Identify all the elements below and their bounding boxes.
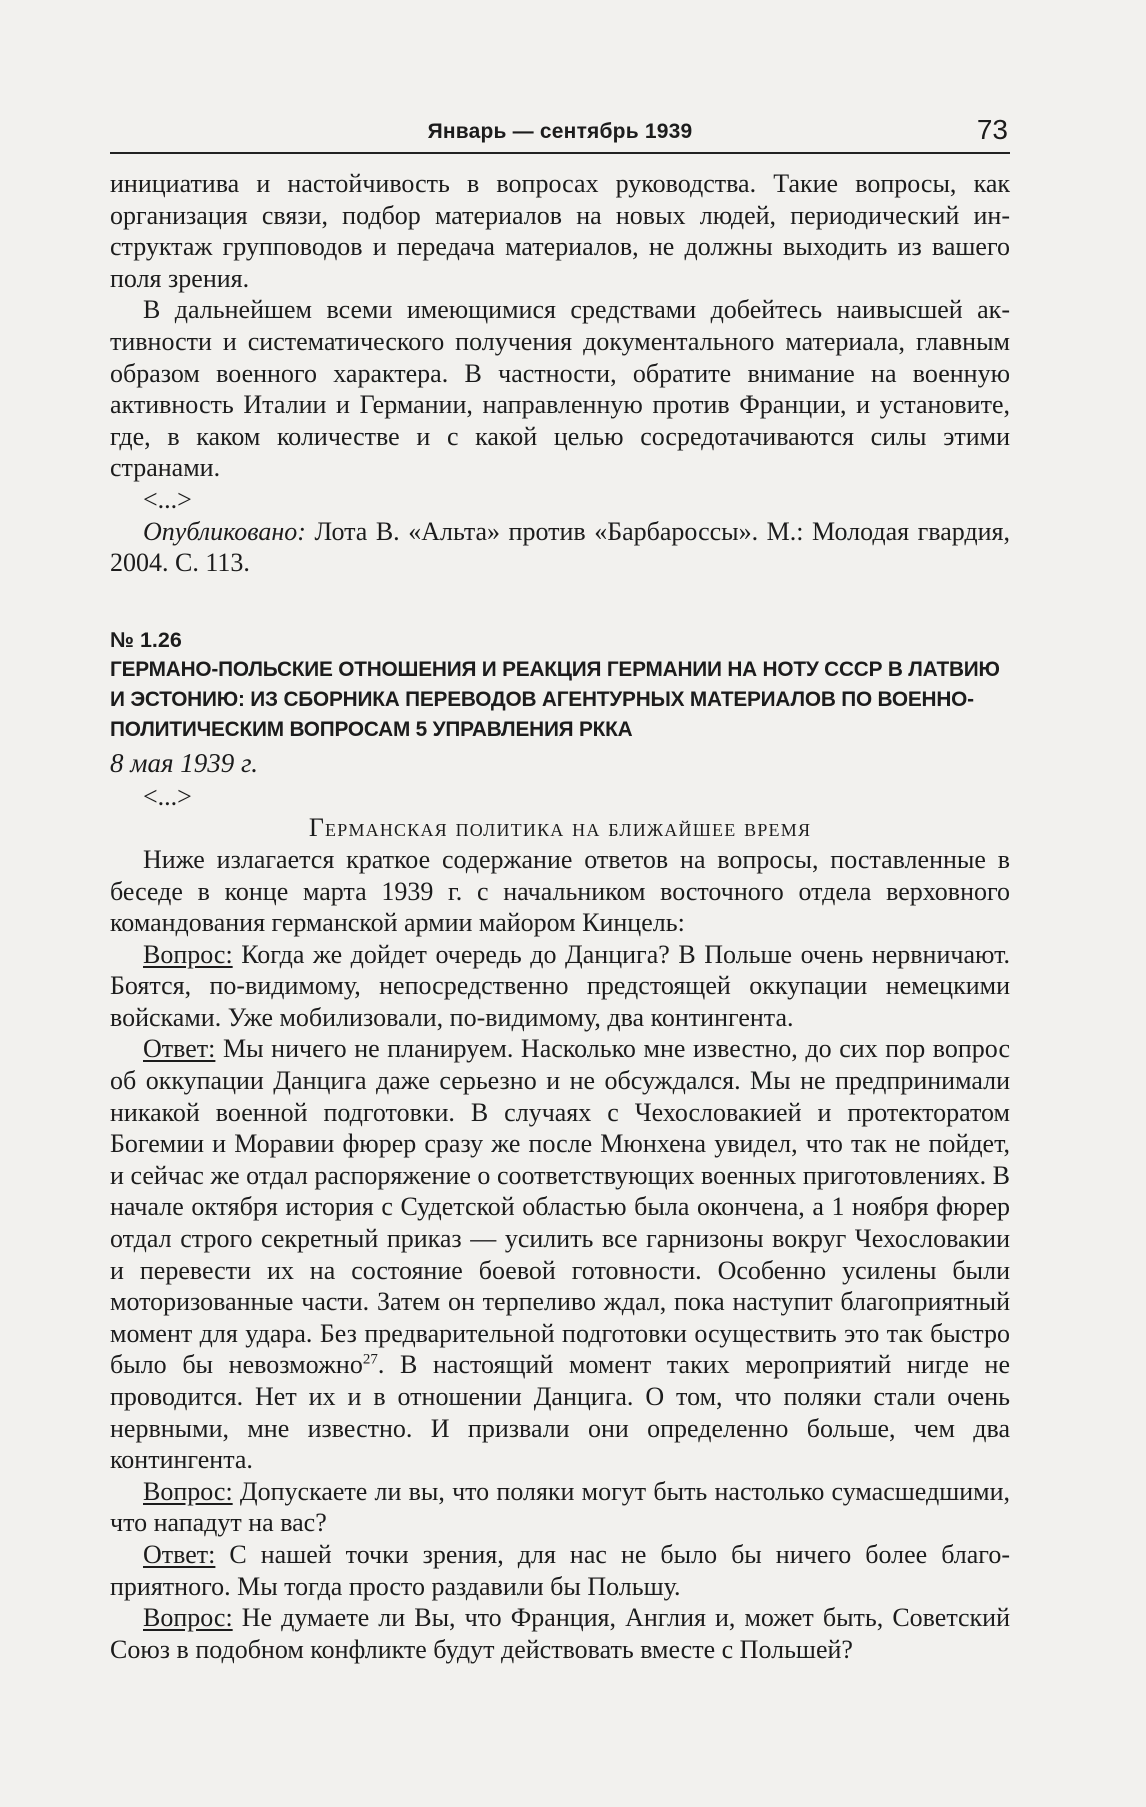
question-label: Вопрос: xyxy=(143,1476,233,1506)
answer-label: Ответ: xyxy=(143,1034,216,1064)
page-number: 73 xyxy=(976,114,1008,145)
publication-source xyxy=(110,516,1010,579)
question-text: Допускаете ли вы, что поляки могут быть настолько сумасшедшими, что нападут на вас? xyxy=(110,1476,1010,1538)
document-title: ГЕРМАНО-ПОЛЬСКИЕ ОТНОШЕНИЯ И РЕАКЦИЯ ГЕРМАНИИ НА НОТУ СССР В ЛАТВИЮ И ЭСТОНИЮ: ИЗ СБОРНИКА ПЕРЕВОДОВ АГЕНТУРНЫХ МАТЕРИАЛОВ ПО ВОЕННО-ПОЛИТИЧЕСКИМ ВОПРОСАМ 5 УПРАВЛЕНИЯ РККА xyxy=(110,657,1000,741)
answer-text-continued: . В настоящий момент таких мероприятий нигде не проводится. Нет их и в отношении Данцига. О том, что поляки стали очень нервными, мне известно. И призвали они определенно больше, чем два контингента. xyxy=(110,1350,1010,1475)
answer-text: Мы ничего не планируем. Насколько мне известно, до сих пор вопрос об оккупации Данцига даже серьезно и не обсуждался. Мы не предпринимали никакой военной подготовки. В случаях с Чехословакией и протекторатом Богемии и Моравии фюрер сразу же после Мюнхена увидел, что так не пойдет, и сейчас же отдал распоряжение о соответствующих военных приготовлениях. В начале октября история с Судетской областью была окончена, а 1 ноября фюрер отдал строго секретный приказ — усилить все гарнизоны вокруг Чехословакии и перевести их на состояние боевой готовности. Особенно усилены были моторизованные части. Затем он терпеливо ждал, пока наступит благоприятный момент для удара. Без предварительной подготовки осуществить это так быстро было бы невозможно xyxy=(110,1034,1010,1380)
intro-paragraph-1: инициатива и настойчивость в вопросах руководства. Такие вопросы, как организация связи, подбор материалов на новых людей, периодический инструктаж групповодов и передача материалов, не должны выходить из вашего поля зрения. xyxy=(110,169,1010,293)
question-3 xyxy=(110,1602,1010,1665)
document-number: № 1.26 xyxy=(110,627,182,652)
question-label: Вопрос: xyxy=(143,1603,233,1633)
section-title: Германская политика на ближайшее время xyxy=(308,813,812,843)
answer-1 xyxy=(110,1033,1010,1475)
lead-paragraph: Ниже излагается краткое содержание ответов на вопросы, поставленные в беседе в конце марта 1939 г. с начальником восточного отдела верховного командования германской армии майором Кинцель: xyxy=(110,844,1010,938)
answer-2 xyxy=(110,1539,1010,1602)
question-text: Когда же дойдет очередь до Данцига? В Польше очень нервничают. Боятся, по-видимому, непосредственно предстоящей оккупации немецкими войсками. Уже мобилизовали, по-видимому, два контингента. xyxy=(110,939,1010,1032)
answer-text: С нашей точки зрения, для нас не было бы ничего более благоприятного. Мы тогда просто раздавили бы Польшу. xyxy=(110,1539,1010,1601)
source-text: Лота В. «Альта» против «Барбароссы». М.: Молодая гвардия, 2004. С. 113. xyxy=(110,516,1011,578)
document-date: 8 мая 1939 г. xyxy=(110,747,258,778)
question-label: Вопрос: xyxy=(143,939,233,969)
running-title: Январь — сентябрь 1939 xyxy=(427,120,693,143)
intro-paragraph-2: В дальнейшем всеми имеющимися средствами добейтесь наивысшей активности и систематического получения документального материала, главным образом военного характера. В частности, обратите внимание на военную активность Италии и Германии, направленную против Франции, и установите, где, в каком количестве и с какой целью сосредотачиваются силы этими странами. xyxy=(110,295,1010,483)
page-header xyxy=(110,108,1010,154)
answer-label: Ответ: xyxy=(143,1539,216,1569)
omission-mark: <...> xyxy=(143,484,192,514)
question-2 xyxy=(110,1476,1010,1539)
question-text: Не думаете ли Вы, что Франция, Англия и, может быть, Советский Союз в подобном конфликте будут действовать вместе с Польшей? xyxy=(110,1603,1010,1664)
source-label: Опубликовано: xyxy=(143,516,306,546)
footnote-ref: 27 xyxy=(362,1351,378,1368)
question-1 xyxy=(110,939,1010,1034)
page-body xyxy=(110,168,1010,1665)
document-omission-mark: <...> xyxy=(143,781,192,811)
